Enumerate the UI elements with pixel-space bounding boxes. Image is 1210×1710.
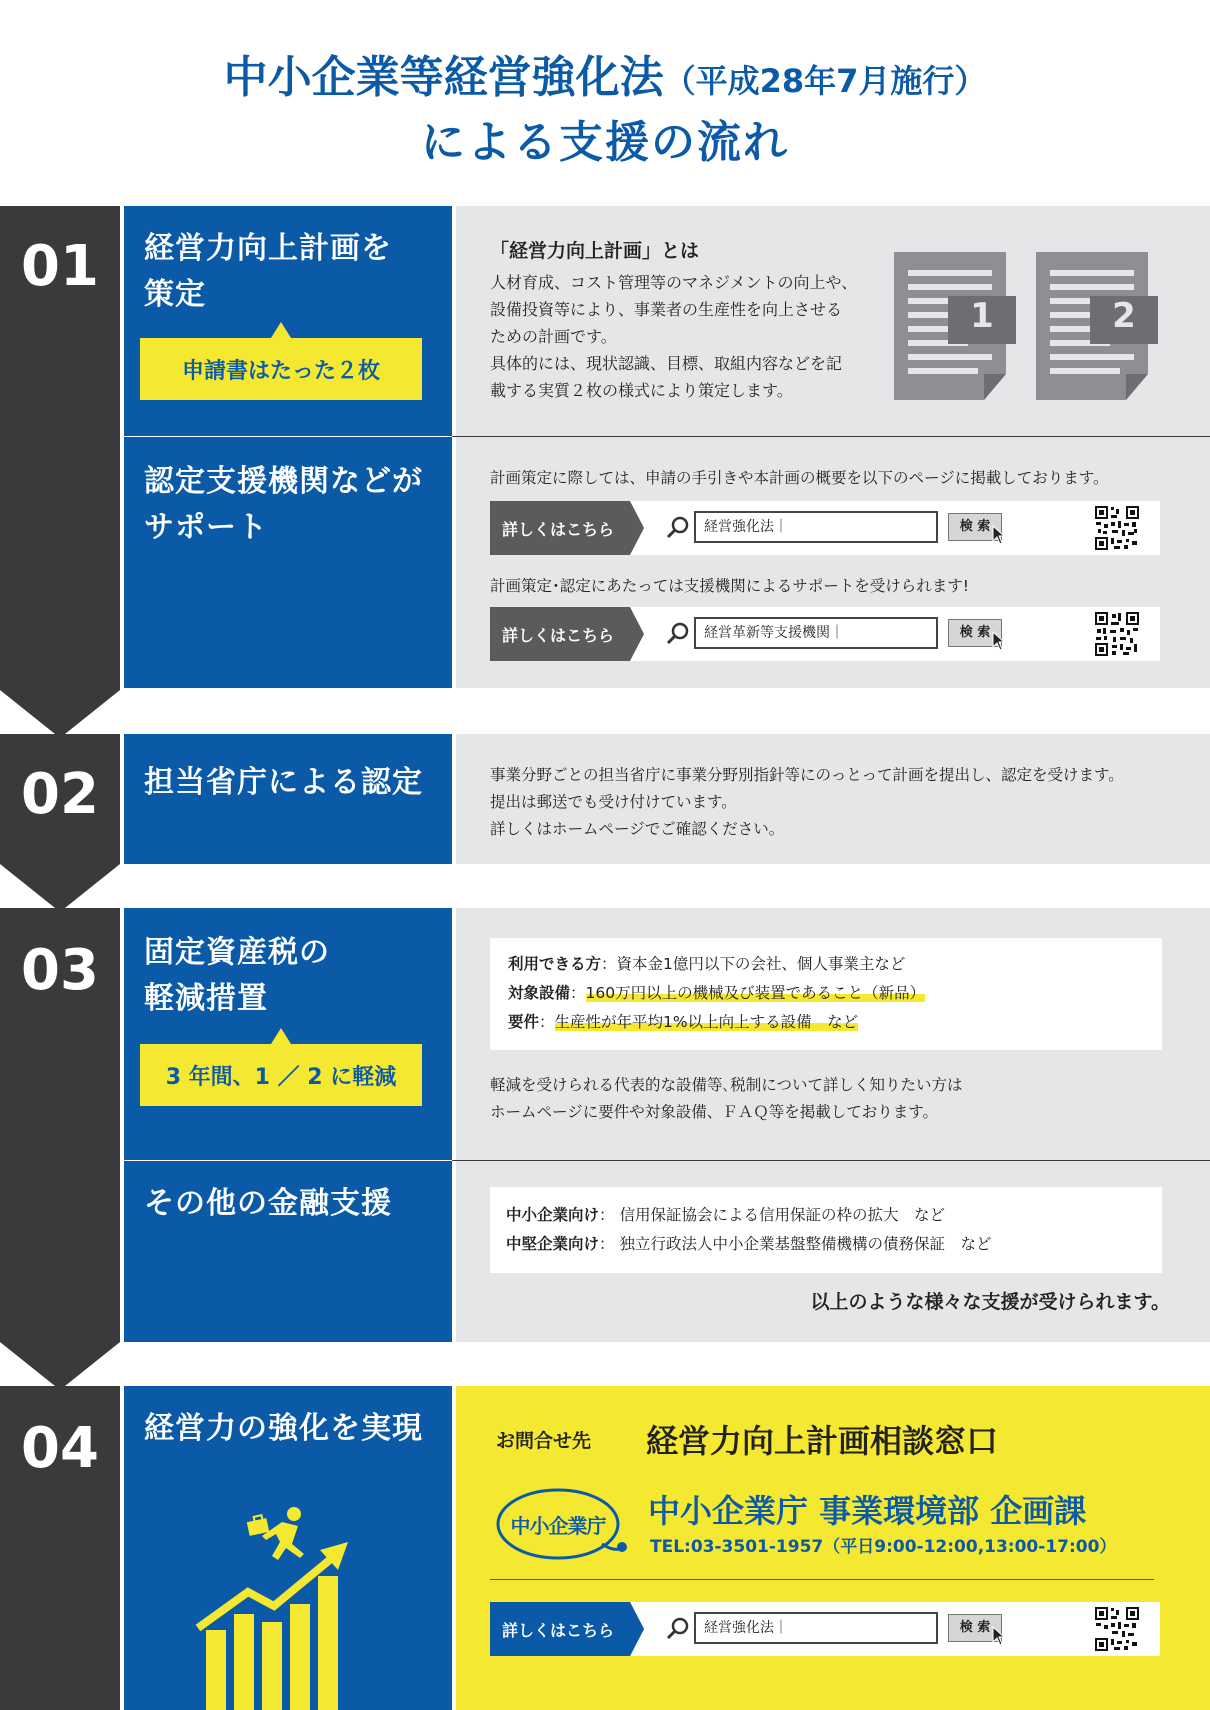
details-link[interactable]: 詳しくはこちら (490, 1602, 630, 1656)
sec3-row-users: 利用できる方：資本金1億円以下の会社、個人事業主など (508, 955, 906, 973)
details-link-arrow (630, 1602, 644, 1656)
step-number: 03 (21, 938, 99, 1003)
running-person-icon (242, 1506, 322, 1578)
sec2-heading: 担当省庁による認定 (144, 765, 423, 800)
sec4-heading: 経営力の強化を実現 (144, 1411, 423, 1446)
qr-code-icon[interactable] (1094, 1606, 1140, 1652)
step-02-spine (0, 734, 120, 864)
search-icon (666, 621, 690, 645)
agency-logo-text: 中小企業庁 (510, 1514, 606, 1538)
org-name: 中小企業庁 事業環境部 企画課 (648, 1492, 1087, 1530)
sec3b-heading: その他の金融支援 (144, 1186, 392, 1221)
title-line2: による支援の流れ (421, 117, 789, 168)
sec3b-row-midsize: 中堅企業向け： 独立行政法人中小企業基盤整備機構の債務保証 など (506, 1235, 992, 1253)
step-arrow (0, 690, 120, 738)
step-number: 01 (21, 234, 99, 299)
doc-number-2: 2 (1112, 296, 1136, 336)
sec1-description: 「経営力向上計画」とは 人材育成、コスト管理等のマネジメントの向上や、 設備投資等により、事業者の生産性を向上させる ための計画です。 具体的には、現状認識、目標、取組内容などを記 載する実質２枚の様式により策定します。 (490, 240, 858, 400)
details-link[interactable]: 詳しくはこちら (490, 501, 630, 555)
qr-code-icon[interactable] (1094, 611, 1140, 657)
details-link[interactable]: 詳しくはこちら (490, 607, 630, 661)
sec3-description: 軽減を受けられる代表的な設備等､税制について詳しく知りたい方は ホームページに要件や対象設備、ＦＡＱ等を掲載しております。 (490, 1076, 963, 1121)
search-button[interactable]: 検 索 (948, 1614, 1002, 1642)
search-bar-2 (490, 607, 1160, 661)
search-icon (666, 515, 690, 539)
sec4-contact-panel (456, 1386, 1210, 1710)
step-04-spine (0, 1386, 120, 1710)
search-bar-3 (490, 1602, 1160, 1656)
sec4-heading-panel (124, 1386, 452, 1710)
sec3b-row-sme: 中小企業向け： 信用保証協会による信用保証の枠の拡大 など (506, 1206, 945, 1224)
sec3-info-box (490, 938, 1162, 1050)
title-sub: （平成28年7月施行） (663, 62, 987, 100)
sec3-content-panel (456, 908, 1210, 1160)
search-icon (666, 1616, 690, 1640)
step-01-spine (0, 206, 120, 690)
contact-label: お問合せ先 (496, 1430, 592, 1452)
sec1b-content-panel (456, 437, 1210, 688)
sec2-content-panel (456, 734, 1210, 864)
cursor-icon (992, 631, 1006, 651)
cursor-icon (992, 1626, 1006, 1646)
search-input[interactable]: 経営革新等支援機関｜ (694, 617, 938, 649)
sec3-row-equipment: 対象設備：160万円以上の機械及び装置であること（新品） (508, 984, 926, 1002)
sec3-heading: 固定資産税の 軽減措置 (144, 935, 330, 1016)
cursor-icon (992, 525, 1006, 545)
sec1-heading: 経営力向上計画を 策定 (144, 231, 392, 312)
sec1b-text2: 計画策定･認定にあたっては支援機関によるサポートを受けられます! (490, 577, 969, 595)
step-03-spine (0, 908, 120, 1342)
sec3b-content-panel (456, 1161, 1210, 1342)
doc-number-1: 1 (970, 296, 994, 336)
contact-tel: TEL:03-3501-1957（平日9:00-12:00,13:00-17:00） (650, 1537, 1117, 1557)
step-arrow (0, 864, 120, 912)
search-input[interactable]: 経営強化法｜ (694, 1612, 938, 1644)
search-bar-1 (490, 501, 1160, 555)
sec1b-heading-panel (124, 437, 452, 688)
sec3b-info-box (490, 1187, 1162, 1273)
contact-title: 経営力向上計画相談窓口 (646, 1422, 999, 1460)
sec3b-heading-panel (124, 1161, 452, 1342)
page-title (0, 48, 1210, 173)
qr-code-icon[interactable] (1094, 505, 1140, 551)
sec3-row-requirement: 要件：生産性が年平均1%以上向上する設備 など (508, 1013, 859, 1031)
sec1b-text1: 計画策定に際しては、申請の手引きや本計画の概要を以下のページに掲載しております。 (490, 469, 1109, 487)
sec1b-heading: 認定支援機関などが サポート (144, 464, 423, 545)
sec3b-summary: 以上のような様々な支援が受けられます。 (810, 1291, 1170, 1313)
sec1-desc-heading: 「経営力向上計画」とは (490, 240, 700, 262)
sec1-content-panel (456, 206, 1210, 436)
search-button[interactable]: 検 索 (948, 619, 1002, 647)
sec2-description: 事業分野ごとの担当省庁に事業分野別指針等にのっとって計画を提出し、認定を受けます。 提出は郵送でも受け付けています。 詳しくはホームページでご確認ください。 (490, 766, 1124, 838)
sec3-heading-panel (124, 908, 452, 1160)
search-button[interactable]: 検 索 (948, 513, 1002, 541)
search-input[interactable]: 経営強化法｜ (694, 511, 938, 543)
sec2-heading-panel (124, 734, 452, 864)
sec1-heading-panel (124, 206, 452, 436)
step-number: 04 (21, 1416, 99, 1481)
sec3-tag: 3 年間、1 ／ 2 に軽減 (140, 1044, 422, 1106)
step-arrow (0, 1342, 120, 1390)
sec1-tag: 申請書はたった２枚 (140, 338, 422, 400)
divider (490, 1579, 1154, 1580)
step-number: 02 (21, 762, 99, 827)
title-main: 中小企業等経営強化法 (223, 52, 664, 103)
